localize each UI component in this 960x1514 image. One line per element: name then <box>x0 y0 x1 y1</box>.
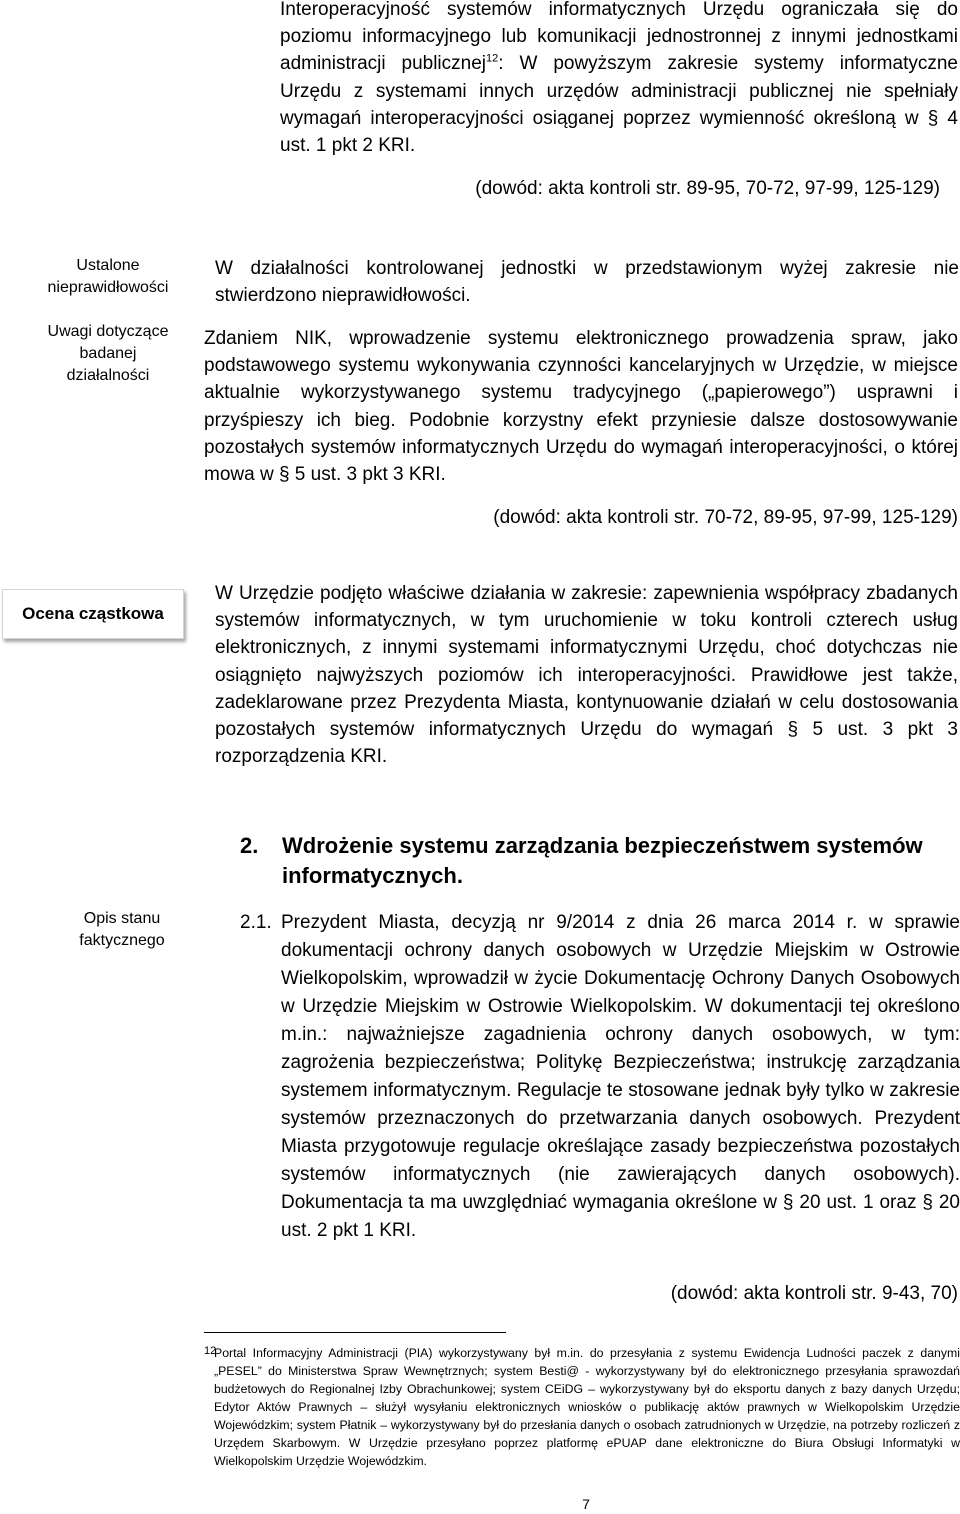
sidebar-label-opis: Opis stanu faktycznego <box>79 910 165 949</box>
section-number: 2. <box>240 833 259 858</box>
section-heading <box>240 831 960 891</box>
subsection-text: Prezydent Miasta, decyzją nr 9/2014 z dnia 26 marca 2014 r. w sprawie dokumentacji ochrony danych osobowych w Urzędzie Miejskim w Ostrowie Wielkopolskim, wprowadził w życie Dokumentację Ochrony Danych Osobowych w Urzędzie Miejskim w Ostrowie Wielkopolskim. W dokumentacji tej określono m.in.: najważniejsze zagadnienia ochrony danych osobowych, w tym: zagrożenia bezpieczeństwa; Politykę Bezpieczeństwa; instrukcję zarządzania systemem informatycznym. Regulacje te stosowane jednak były tylko w zakresie systemów przeznaczonych do przetwarzania danych osobowych. Prezydent Miasta przygotowuje regulacje określające zasady bezpieczeństwa pozostałych systemów informatycznych (nie zawierających danych osobowych). Dokumentacja ta ma uwzględniać wymagania określone w § 20 ust. 1 oraz § 20 ust. 2 pkt 1 KRI. <box>281 912 960 1241</box>
footnote-text: Portal Informacyjny Administracji (PIA) wykorzystywany był m.in. do przesyłania z systemu Ewidencja Ludności paczek z danymi „PESEL” do Ministerstwa Spraw Wewnętrznych; system Besti@ - wykorzystywany był do elektronicznego przesyłania sprawozdań budżetowych do Regionalnej Izby Obrachunkowej; system CEiDG – wykorzystywany był do eksportu danych z bazy danych Urzędu; Edytor Aktów Prawnych – służył wysyłaniu elektronicznych wniosków o publikację aktów prawnych w Wielkopolskim Urzędzie Wojewódzkim; system Płatnik – wykorzystywany był do przesłania danych o osobach zatrudnionych w Urzędzie, na potrzeby rozliczeń z Urzędem Skarbowym. W Urzędzie przesyłano poprzez platformę ePUAP dane elektroniczne do Biura Obsługi Informatyki w Wielkopolskim Urzędzie Wojewódzkim. <box>214 1346 960 1468</box>
subsection-number: 2.1. <box>240 912 272 933</box>
ustalone-text: W działalności kontrolowanej jednostki w przedstawionym wyżej zakresie nie stwierdzono nieprawidłowości. <box>215 258 959 306</box>
ocena-czastkowa-label: Ocena cząstkowa <box>22 604 164 623</box>
footnote-reference[interactable]: 12 <box>486 53 499 66</box>
sidebar-label-ustalone: Ustalone nieprawidłowości <box>47 257 169 296</box>
paragraph-text-pre: Interoperacyjność systemów informatycznych Urzędu ograniczała się do poziomu informacyjnego lub komunikacji jednostronnej z innymi jednostkami administracji publicznej <box>280 0 958 75</box>
paragraph-text-post: : W powyższym zakresie systemy informatyczne Urzędu z systemami innych urzędów administracji publicznej nie spełniały wymagań interoperacyjności osiąganej poprzez wymienność określoną w § 4 ust. 1 pkt 2 KRI. <box>280 53 958 157</box>
footnote-marker: 12 <box>204 1345 217 1357</box>
sidebar-label-uwagi: Uwagi dotyczące badanej działalności <box>47 323 169 384</box>
evidence-citation-3: (dowód: akta kontroli str. 9-43, 70) <box>670 1283 958 1304</box>
ocena-text: W Urzędzie podjęto właściwe działania w zakresie: zapewnienia współpracy zbadanych systemów informatycznych, w tym uruchomienie w toku kontroli czterech usług elektronicznych, z innymi systemami informatycznymi Urzędu, choć dotychczas nie osiągnięto najwyższych poziomów ich interoperacyjności. Prawidłowe jest także, zadeklarowane przez Prezydenta Miasta, kontynuowanie działań w celu dostosowania pozostałych systemów informatycznych Urzędu do wymagań § 5 ust. 3 pkt 3 rozporządzenia KRI. <box>215 583 958 768</box>
uwagi-text: Zdaniem NIK, wprowadzenie systemu elektronicznego prowadzenia spraw, jako podstawowego systemu wykonywania czynności kancelaryjnych w Urzędzie, w miejsce aktualnie wykorzystywanego systemu tradycyjnego („papierowego”) usprawni i przyśpieszy ich bieg. Podobnie korzystny efekt przyniesie dalsze dostosowywanie pozostałych systemów informatycznych Urzędu do wymagań interoperacyjności, o której mowa w § 5 ust. 3 pkt 3 KRI. <box>204 328 958 486</box>
paragraph-interoperability <box>280 0 958 159</box>
evidence-citation-2: (dowód: akta kontroli str. 70-72, 89-95, 97-99, 125-129) <box>493 507 958 528</box>
section-title: Wdrożenie systemu zarządzania bezpieczeństwem systemów informatycznych. <box>282 833 923 888</box>
ocena-czastkowa-box <box>2 589 184 639</box>
page-number: 7 <box>582 1496 590 1512</box>
footnote-separator <box>204 1332 506 1333</box>
footnote-12 <box>204 1344 960 1470</box>
evidence-citation-1: (dowód: akta kontroli str. 89-95, 70-72, 97-99, 125-129) <box>475 178 940 199</box>
